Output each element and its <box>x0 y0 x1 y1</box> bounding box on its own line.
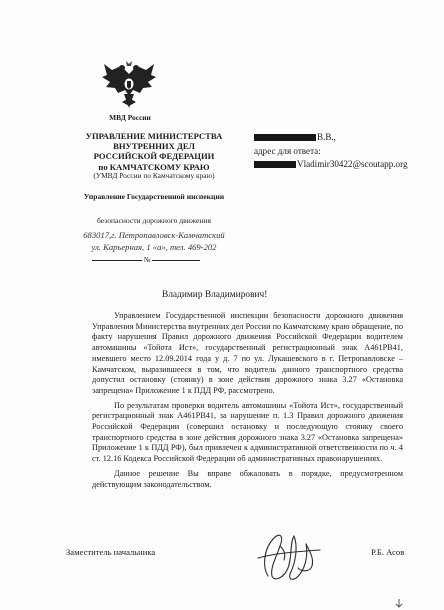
department-line-3: РОССИЙСКОЙ ФЕДЕРАЦИИ <box>93 151 215 162</box>
signatory-title: Заместитель начальника <box>66 547 156 557</box>
address-line-2: ул. Карьерная, 1 «а», тел. 469-202 <box>91 241 217 252</box>
reply-label-line <box>254 145 439 159</box>
body-paragraph-1: Управлением Государственной инспекции безопасности дорожного движения Управления Министерства внутренних дел России по Камчатскому краю обращение, по факту нарушения Правил дорожного движения Российской Федерации водителем автомашины «Тойота Ист», государственный регистрационный знак А461РВ41, имевшего место 12.09.2014 года у д. 7 по ул. Лукашевского в г. Петропавловске – Камчатском, выразившееся в том, что водитель данного транспортного средства допустил остановку (стоянку) в зоне действия дорожного знака 3.27 «Остановка запрещена» Приложение 1 к ПДД РФ, рассмотрено. <box>92 311 403 395</box>
inspection-subtitle: безопасности дорожного движения <box>97 216 211 225</box>
scan-corner-mark <box>394 598 404 608</box>
redacted-surname <box>254 134 316 141</box>
handwritten-signature <box>250 528 326 584</box>
signatory-name: Р.Б. Асов <box>371 547 405 557</box>
recipient-name-line <box>254 131 439 145</box>
body-paragraph-3: Данное решение Вы вправе обжаловать в порядке, предусмотренном действующим законодательством. <box>92 468 403 489</box>
double-headed-eagle-emblem <box>100 60 158 110</box>
department-abbreviation: (УМВД России по Камчатскому краю) <box>93 171 215 180</box>
registration-line <box>92 256 212 264</box>
salutation: Владимир Владимирович! <box>162 290 268 300</box>
ministry-name: МВД России <box>109 113 151 122</box>
recipient-email-line <box>254 158 439 172</box>
department-line-4: по КАМЧАТСКОМУ КРАЮ <box>98 161 210 172</box>
letter-body <box>92 311 403 494</box>
reply-address-label: адрес для ответа: <box>254 145 321 156</box>
registration-date-blank <box>92 260 142 261</box>
recipient-initials: В.В., <box>317 132 336 142</box>
department-line-1: УПРАВЛЕНИЕ МИНИСТЕРСТВА <box>85 131 223 141</box>
department-title <box>74 131 234 172</box>
recipient-email: Vladimir30422@scoutapp.org <box>297 159 408 170</box>
body-paragraph-2: По результатам проверки водитель автомашины «Тойота Ист», государственный регистрационный знак А461РВ41, за нарушение п. 1.3 Правил дорожного движения Российской Федерации (совершил остановку и последующую стоянку своего транспортного средства в зоне действия дорожного знака 3.27 «Остановка запрещена» Приложение 1 к ПДД РФ), был привлечен к административной ответственности по ч. 4 ст. 12.16 Кодекса Российской Федерации об административных правонарушениях. <box>92 400 403 464</box>
registration-number-blank <box>152 260 200 261</box>
redacted-email-prefix <box>254 161 296 168</box>
address-line-1: 683017,г. Петропавловск-Камчатский <box>83 230 225 240</box>
number-sign: № <box>143 256 151 264</box>
inspection-title: Управление Государственной инспекции <box>83 192 225 201</box>
sender-address <box>62 230 246 254</box>
department-line-2: ВНУТРЕННИХ ДЕЛ <box>113 141 195 152</box>
recipient-block <box>254 131 439 172</box>
